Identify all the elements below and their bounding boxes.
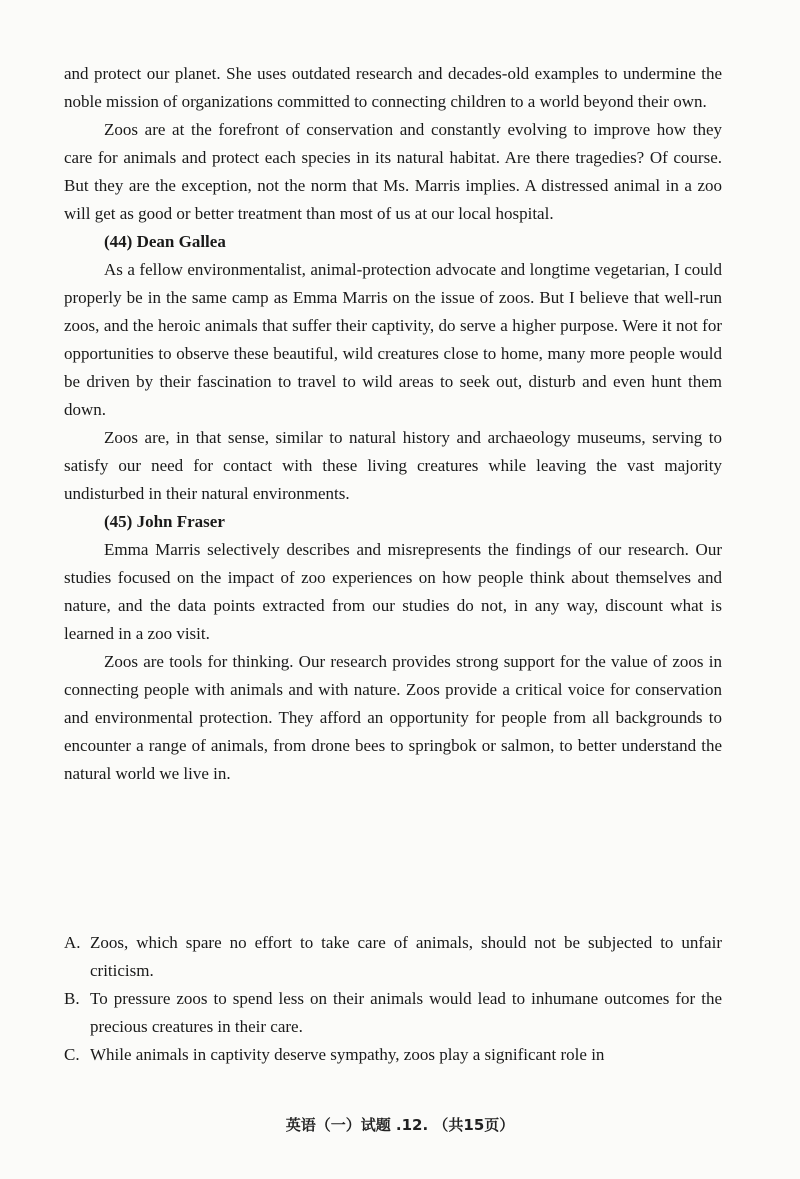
section-heading: (44) Dean Gallea: [104, 232, 226, 251]
option-letter: A.: [64, 933, 81, 952]
page-footer: 英语（一）试题 .12. （共15页）: [285, 1116, 515, 1134]
section-heading: (45) John Fraser: [104, 512, 225, 531]
option-c: [64, 1041, 722, 1069]
paragraph: and protect our planet. She uses outdated research and decades-old examples to undermine the noble mission of organizations committed to connecting children to a world beyond their own.: [64, 64, 722, 111]
answer-options: [64, 929, 722, 1069]
option-a: [64, 929, 722, 985]
option-text: Zoos, which spare no effort to take care of animals, should not be subjected to unfair criticism.: [90, 933, 722, 980]
paragraph: Zoos are tools for thinking. Our research provides strong support for the value of zoos in connecting people with animals and with nature. Zoos provide a critical voice for conservation and environmental protection. They afford an opportunity for people from all backgrounds to encounter a range of animals, from drone bees to springbok or salmon, to better understand the natural world we live in.: [64, 652, 722, 783]
option-text: While animals in captivity deserve sympathy, zoos play a significant role in: [90, 1045, 605, 1064]
paragraph: Emma Marris selectively describes and misrepresents the findings of our research. Our studies focused on the impact of zoo experiences on how people think about themselves and nature, and the data points extracted from our studies do not, in any way, discount what is learned in a zoo visit.: [64, 540, 722, 643]
option-text: To pressure zoos to spend less on their animals would lead to inhumane outcomes for the precious creatures in their care.: [90, 989, 722, 1036]
paragraph: Zoos are, in that sense, similar to natural history and archaeology museums, serving to satisfy our need for contact with these living creatures while leaving the vast majority undisturbed in their natural environments.: [64, 428, 722, 503]
option-letter: B.: [64, 989, 80, 1008]
reading-passage: [64, 60, 722, 788]
option-letter: C.: [64, 1045, 80, 1064]
paragraph: As a fellow environmentalist, animal-protection advocate and longtime vegetarian, I could properly be in the same camp as Emma Marris on the issue of zoos. But I believe that well-run zoos, and the heroic animals that suffer their captivity, do serve a higher purpose. Were it not for opportunities to observe these beautiful, wild creatures close to home, many more people would be driven by their fascination to travel to wild areas to seek out, disturb and even hunt them down.: [64, 260, 722, 419]
paragraph: Zoos are at the forefront of conservation and constantly evolving to improve how they care for animals and protect each species in its natural habitat. Are there tragedies? Of course. But they are the exception, not the norm that Ms. Marris implies. A distressed animal in a zoo will get as good or better treatment than most of us at our local hospital.: [64, 120, 722, 223]
option-b: [64, 985, 722, 1041]
